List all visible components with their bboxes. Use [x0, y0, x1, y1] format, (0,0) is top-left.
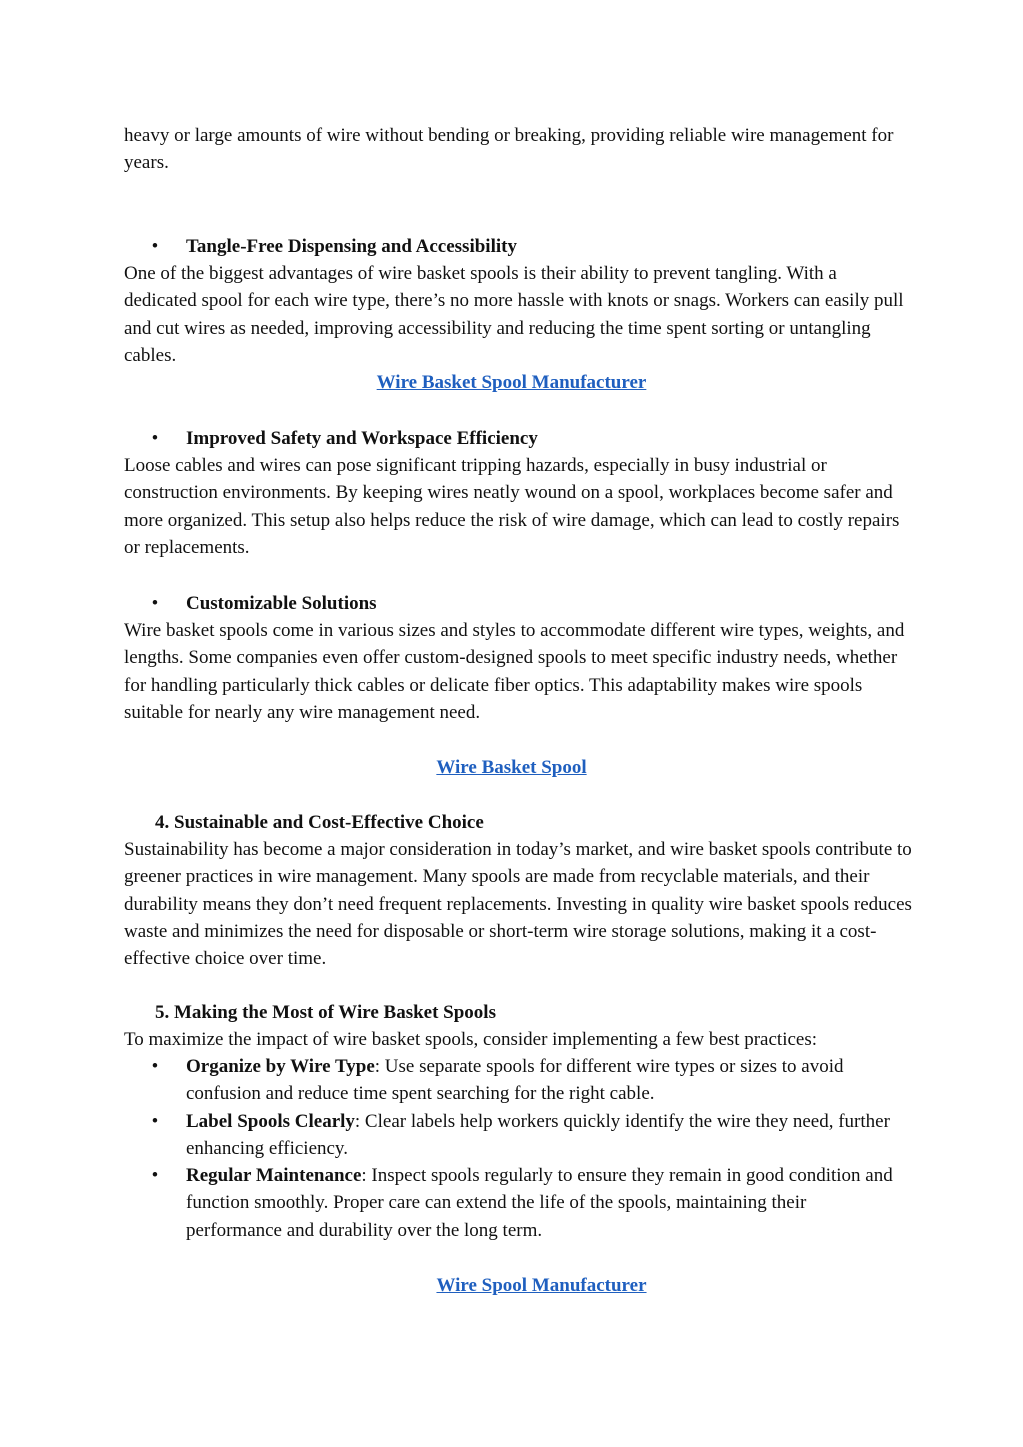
- heading-tangle-free: [124, 233, 517, 260]
- wire-basket-spool-link[interactable]: Wire Basket Spool: [436, 757, 587, 778]
- bullet-icon: •: [151, 236, 159, 257]
- wire-basket-spool-manufacturer-link[interactable]: Wire Basket Spool Manufacturer: [376, 372, 647, 393]
- heading-tangle-free-text: Tangle-Free Dispensing and Accessibility: [186, 236, 517, 257]
- heading-safety-text: Improved Safety and Workspace Efficiency: [186, 428, 538, 449]
- list-item-term: Regular Maintenance: [186, 1165, 362, 1187]
- paragraph-safety: Loose cables and wires can pose significant tripping hazards, especially in busy industrial or construction environments. By keeping wires neatly wound on a spool, workplaces become safer and more organized. This setup also helps reduce the risk of wire damage, which can lead to costly repairs or replacements.: [124, 455, 900, 558]
- list-item-text: : Inspect spools regularly to ensure they remain in good condition and function smoothly. Proper care can extend the life of the spools, maintaining their performance and durability over the long term.: [186, 1165, 893, 1241]
- list-item-term: Organize by Wire Type: [186, 1056, 375, 1077]
- intro-paragraph: heavy or large amounts of wire without bending or breaking, providing reliable wire management for years.: [124, 125, 894, 174]
- paragraph-customizable: Wire basket spools come in various sizes and styles to accommodate different wire types, weights, and lengths. Some companies even offer custom-designed spools to meet specific industry needs, whether for handling particularly thick cables or delicate fiber optics. This adaptability makes wire spools suitable for nearly any wire management need.: [124, 620, 905, 723]
- bullet-icon: •: [151, 593, 159, 614]
- paragraph-making-most: To maximize the impact of wire basket spools, consider implementing a few best practices:: [124, 1029, 818, 1050]
- list-item-text: : Use separate spools for different wire types or sizes to avoid confusion and reduce time spent searching for the right cable.: [186, 1056, 844, 1105]
- heading-sustainable: 4. Sustainable and Cost-Effective Choice: [155, 812, 484, 833]
- list-item: [124, 1162, 896, 1244]
- paragraph-tangle-free: One of the biggest advantages of wire basket spools is their ability to prevent tangling. With a dedicated spool for each wire type, there’s no more hassle with knots or snags. Workers can easily pull and cut wires as needed, improving accessibility and reducing the time spent sorting or untangling cables.: [124, 263, 904, 366]
- heading-customizable: [124, 590, 377, 617]
- heading-customizable-text: Customizable Solutions: [186, 593, 377, 614]
- heading-making-most: 5. Making the Most of Wire Basket Spools: [155, 1002, 496, 1023]
- best-practices-list: [124, 1053, 914, 1244]
- link-line-3: [154, 1272, 929, 1299]
- link-line-1: [124, 369, 899, 396]
- bullet-icon: •: [151, 1165, 159, 1187]
- list-item-text: : Clear labels help workers quickly identify the wire they need, further enhancing efficiency.: [186, 1110, 890, 1159]
- list-item: [124, 1108, 896, 1163]
- heading-safety: [124, 425, 538, 452]
- bullet-icon: •: [151, 428, 159, 449]
- list-item: [124, 1053, 896, 1108]
- bullet-icon: •: [151, 1110, 159, 1132]
- wire-spool-manufacturer-link[interactable]: Wire Spool Manufacturer: [436, 1275, 647, 1296]
- paragraph-sustainable: Sustainability has become a major consideration in today’s market, and wire basket spools contribute to greener practices in wire management. Many spools are made from recyclable materials, and their durability means they don’t need frequent replacements. Investing in quality wire basket spools reduces waste and minimizes the need for disposable or short-term wire storage solutions, making it a cost-effective choice over time.: [124, 839, 912, 970]
- link-line-2: [124, 754, 899, 781]
- list-item-term: Label Spools Clearly: [186, 1110, 355, 1132]
- bullet-icon: •: [151, 1056, 159, 1077]
